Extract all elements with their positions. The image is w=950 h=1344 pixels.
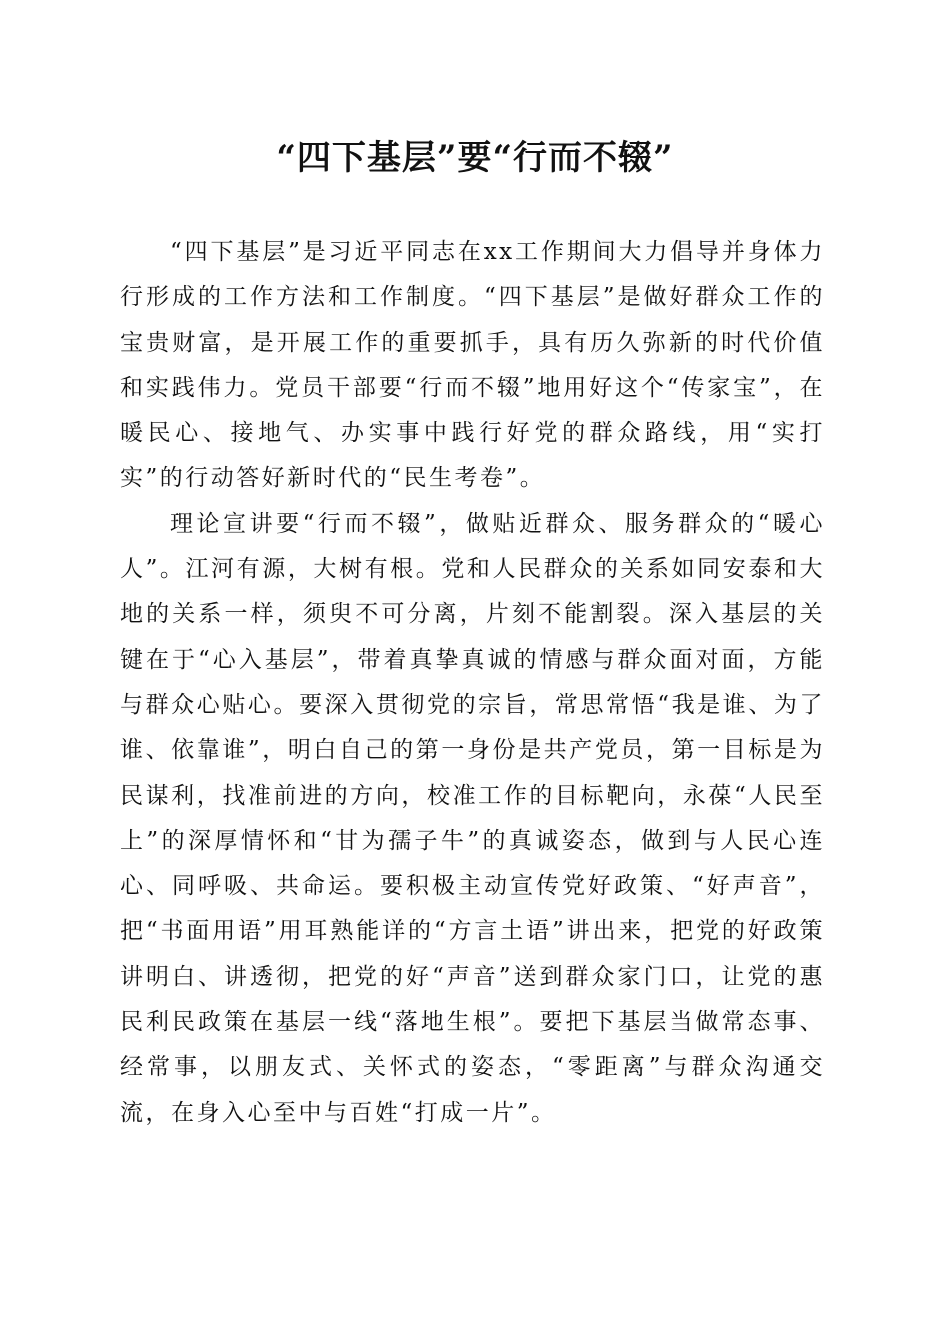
document-body [120, 230, 825, 1136]
paragraph-1: “四下基层”是习近平同志在xx工作期间大力倡导并身体力行形成的工作方法和工作制度。“四下基层”是做好群众工作的宝贵财富，是开展工作的重要抓手，具有历久弥新的时代价值和实践伟力。党员干部要“行而不辍”地用好这个“传家宝”，在暖民心、接地气、办实事中践行好党的群众路线，用“实打实”的行动答好新时代的“民生考卷”。 [120, 239, 825, 492]
document-title: “四下基层”要“行而不辍” [276, 138, 674, 178]
paragraph-2: 理论宣讲要“行而不辍”，做贴近群众、服务群众的“暖心人”。江河有源，大树有根。党和人民群众的关系如同安泰和大地的关系一样，须臾不可分离，片刻不能割裂。深入基层的关键在于“心入基层”，带着真挚真诚的情感与群众面对面，方能与群众心贴心。要深入贯彻党的宗旨，常思常悟“我是谁、为了谁、依靠谁”，明白自己的第一身份是共产党员，第一目标是为民谋利，找准前进的方向，校准工作的目标靶向，永葆“人民至上”的深厚情怀和“甘为孺子牛”的真诚姿态，做到与人民心连心、同呼吸、共命运。要积极主动宣传党好政策、“好声音”，把“书面用语”用耳熟能详的“方言土语”讲出来，把党的好政策讲明白、讲透彻，把党的好“声音”送到群众家门口，让党的惠民利民政策在基层一线“落地生根”。要把下基层当做常态事、经常事，以朋友式、关怀式的姿态，“零距离”与群众沟通交流，在身入心至中与百姓“打成一片”。 [120, 510, 825, 1126]
